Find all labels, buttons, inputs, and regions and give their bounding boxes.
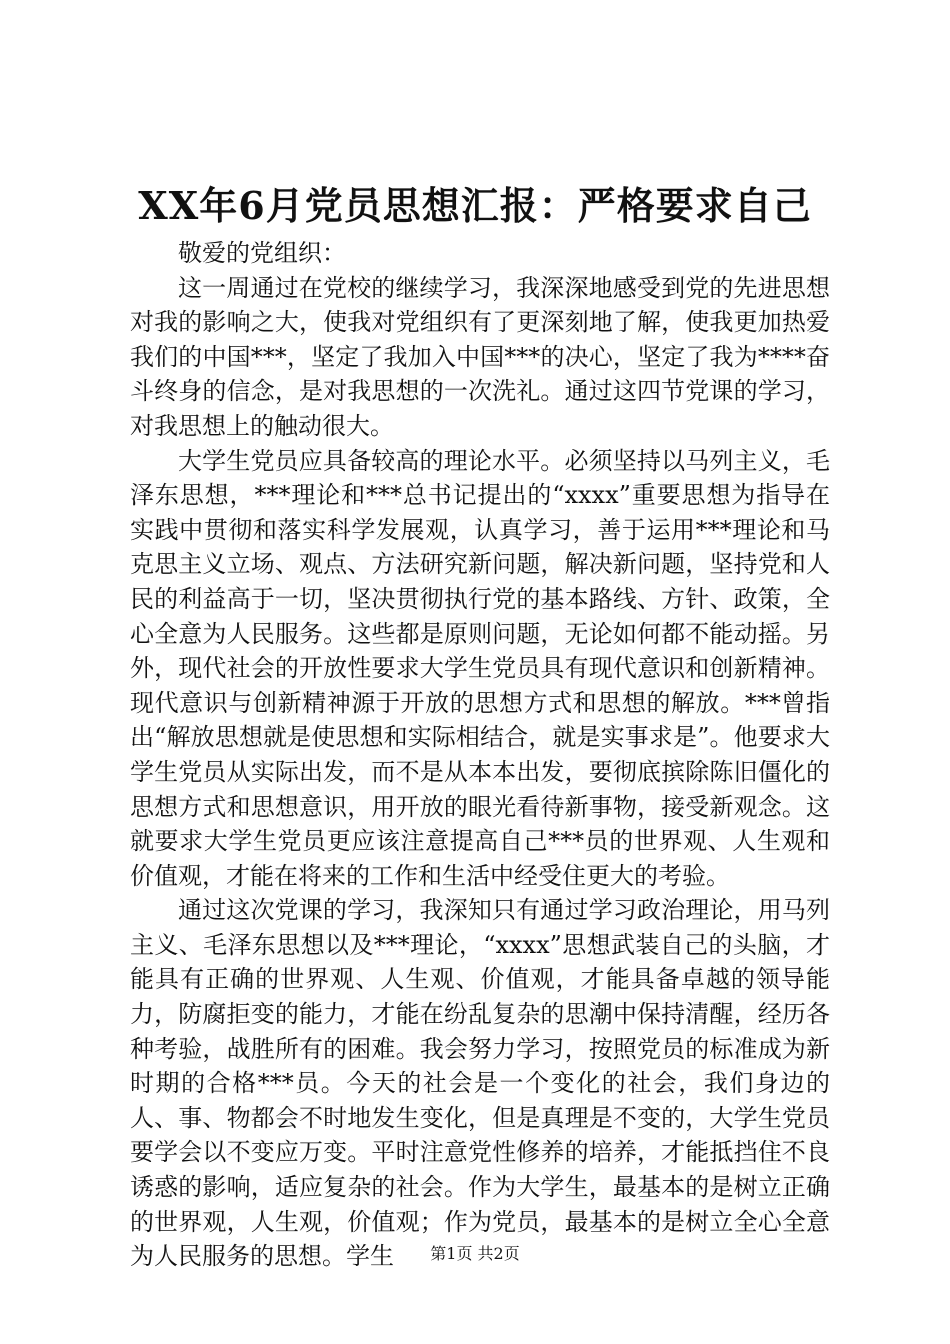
document-body	[130, 236, 830, 1274]
paragraph-2: 大学生党员应具备较高的理论水平。必须坚持以马列主义，毛泽东思想，***理论和***总书记提出的“xxxx”重要思想为指导在实践中贯彻和落实科学发展观，认真学习，善于运用***理论和马克思主义立场、观点、方法研究新问题，解决新问题，坚持党和人民的利益高于一切，坚决贯彻执行党的基本路线、方针、政策，全心全意为人民服务。这些都是原则问题，无论如何都不能动摇。另外，现代社会的开放性要求大学生党员具有现代意识和创新精神。现代意识与创新精神源于开放的思想方式和思想的解放。***曾指出“解放思想就是使思想和实际相结合，就是实事求是”。他要求大学生党员从实际出发，而不是从本本出发，要彻底摈除陈旧僵化的思想方式和思想意识，用开放的眼光看待新事物，接受新观念。这就要求大学生党员更应该注意提高自己***员的世界观、人生观和价值观，才能在将来的工作和生活中经受住更大的考验。	[130, 446, 830, 890]
paragraph-3: 通过这次党课的学习，我深知只有通过学习政治理论，用马列主义、毛泽东思想以及***理论，“xxxx”思想武装自己的头脑，才能具有正确的世界观、人生观、价值观，才能具备卓越的领导能力，防腐拒变的能力，才能在纷乱复杂的思潮中保持清醒，经历各种考验，战胜所有的困难。我会努力学习，按照党员的标准成为新时期的合格***员。今天的社会是一个变化的社会，我们身边的人、事、物都会不时地发生变化，但是真理是不变的，大学生党员要学会以不变应万变。平时注意党性修养的培养，才能抵挡住不良诱惑的影响，适应复杂的社会。作为大学生，最基本的是树立正确的世界观，人生观，价值观；作为党员，最基本的是树立全心全意为人民服务的思想。学生	[130, 896, 830, 1271]
salutation: 敬爱的党组织：	[178, 239, 346, 267]
page-footer: 第1页 共2页	[430, 1244, 520, 1263]
document-title: XX年6月党员思想汇报：严格要求自己	[138, 183, 812, 228]
paragraph-1: 这一周通过在党校的继续学习，我深深地感受到党的先进思想对我的影响之大，使我对党组织有了更深刻地了解，使我更加热爱我们的中国***，坚定了我加入中国***的决心，坚定了我为****奋斗终身的信念，是对我思想的一次洗礼。通过这四节党课的学习，对我思想上的触动很大。	[130, 273, 830, 440]
